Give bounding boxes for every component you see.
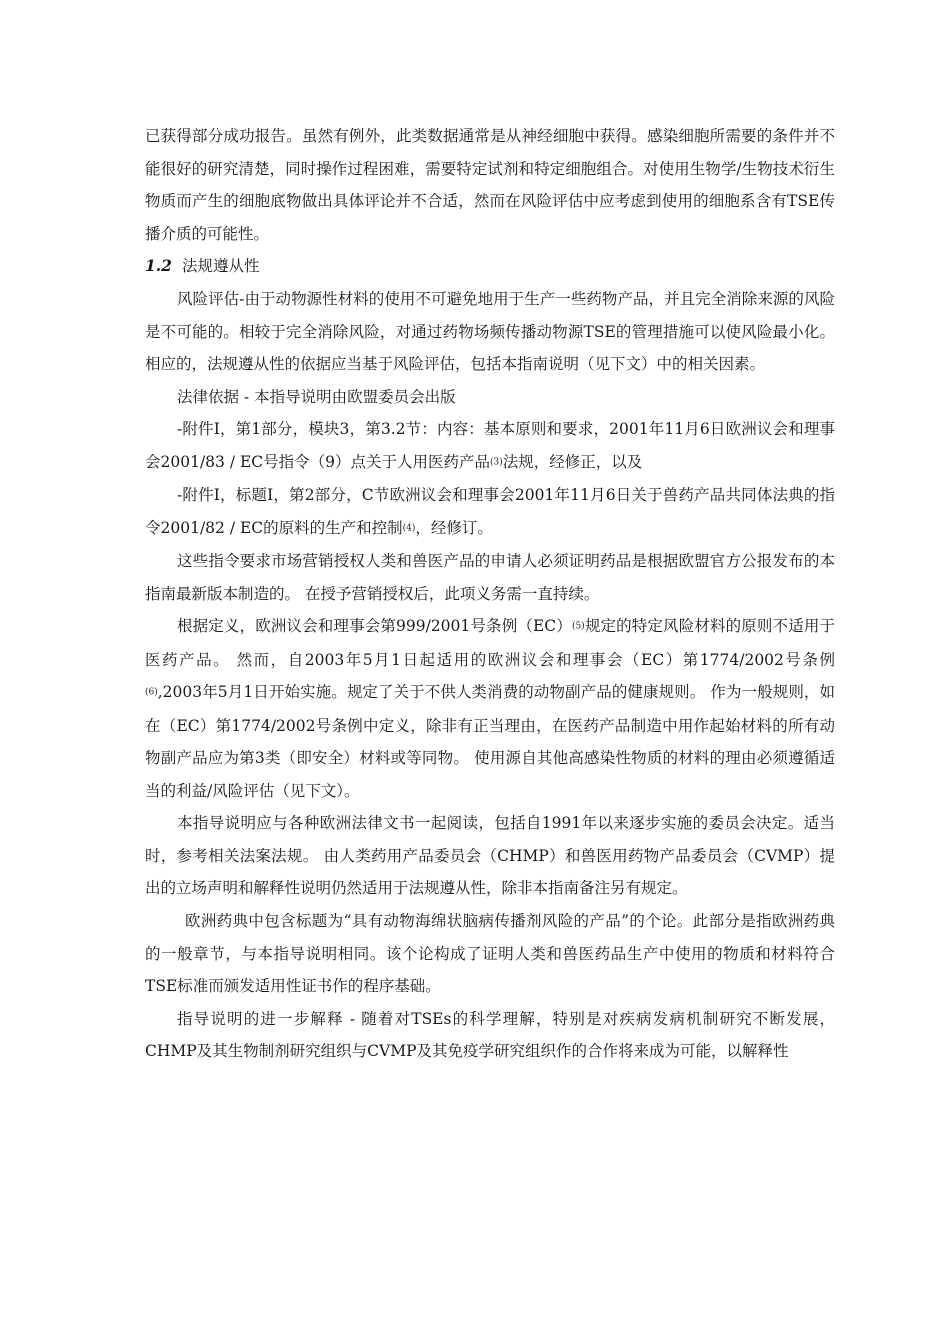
paragraph-4 bbox=[145, 413, 835, 479]
paragraph-4-text-end: 法规，经修正，以及 bbox=[502, 452, 643, 471]
document-page bbox=[145, 120, 835, 1068]
paragraph-8: 本指导说明应与各种欧洲法律文书一起阅读，包括自1991年以来逐步实施的委员会决定。适当时，参考相关法案法规。 由人类药用产品委员会（CHMP）和兽医用药物产品委员会（CVMP）提出的立场声明和解释性说明仍然适用于法规遵从性，除非本指南备注另有规定。 bbox=[145, 814, 835, 898]
footnote-ref-4: (4) bbox=[402, 523, 416, 534]
paragraph-4-text: -附件I，第1部分，模块3，第3.2节：内容：基本原则和要求，2001年11月6日欧洲议会和理事会2001/83 / EC号指令（9）点关于人用医药产品 bbox=[145, 420, 835, 471]
paragraph-7-text-end: ,2003年5月1日开始实施。规定了关于不供人类消费的动物副产品的健康规则。 作为一般规则，如在（EC）第1774/2002号条例中定义，除非有正当理由，在医药产品制造中用作起始材料的所有动物副产品应为第3类（即安全）材料或等同物。 使用源自其他高感染性物质的材料的理由必须遵循适当的利益/风险评估（见下文）。 bbox=[145, 683, 835, 800]
section-title: 法规遵从性 bbox=[181, 257, 260, 276]
paragraph-7-text: 根据定义，欧洲议会和理事会第999/2001号条例（EC） bbox=[177, 617, 572, 636]
paragraph-5-text-end: ，经修订。 bbox=[415, 518, 493, 537]
paragraph-5 bbox=[145, 479, 835, 545]
paragraph-5-text: -附件I，标题I，第2部分，C节欧洲议会和理事会2001年11月6日关于兽药产品共同体法典的指令2001/82 / EC的原料的生产和控制 bbox=[145, 486, 835, 537]
paragraph-3: 法律依据 - 本指导说明由欧盟委员会出版 bbox=[177, 387, 456, 406]
paragraph-2: 风险评估-由于动物源性材料的使用不可避免地用于生产一些药物产品，并且完全消除来源的风险是不可能的。相较于完全消除风险，对通过药物场频传播动物源TSE的管理措施可以使风险最小化。相应的，法规遵从性的依据应当基于风险评估，包括本指南说明（见下文）中的相关因素。 bbox=[145, 289, 835, 374]
footnote-ref-3: (3) bbox=[490, 457, 503, 468]
paragraph-1: 已获得部分成功报告。虽然有例外，此类数据通常是从神经细胞中获得。感染细胞所需要的条件并不能很好的研究清楚，同时操作过程困难，需要特定试剂和特定细胞组合。对使用生物学/生物技术衍生物质而产生的细胞底物做出具体评论并不合适，然而在风险评估中应考虑到使用的细胞系含有TSE传播介质的可能性。 bbox=[145, 127, 835, 243]
footnote-ref-6: (6) bbox=[145, 687, 158, 698]
paragraph-6: 这些指令要求市场营销授权人类和兽医产品的申请人必须证明药品是根据欧盟官方公报发布的本指南最新版本制造的。 在授予营销授权后，此项义务需一直持续。 bbox=[145, 552, 835, 603]
footnote-ref-5: (5) bbox=[571, 622, 585, 633]
section-heading bbox=[145, 250, 835, 283]
paragraph-7 bbox=[145, 610, 835, 807]
paragraph-7-text-mid: 规定的特定风险材料的原则不适用于医药产品。 然而，自2003年5月1日起适用的欧洲议会和理事会（EC）第1774/2002号条例 bbox=[145, 617, 835, 669]
paragraph-10: 指导说明的进一步解释 - 随着对TSEs的科学理解，特别是对疾病发病机制研究不断发展，CHMP及其生物制剂研究组织与CVMP及其免疫学研究组织作的合作将来成为可能，以解释性 bbox=[145, 1009, 835, 1061]
paragraph-9: 欧洲药典中包含标题为“具有动物海绵状脑病传播剂风险的产品”的个论。此部分是指欧洲药典的一般章节，与本指导说明相同。该个论构成了证明人类和兽医药品生产中使用的物质和材料符合TSE标准而颁发适用性证书作的程序基础。 bbox=[145, 912, 835, 996]
section-number: 1.2 bbox=[145, 256, 172, 276]
